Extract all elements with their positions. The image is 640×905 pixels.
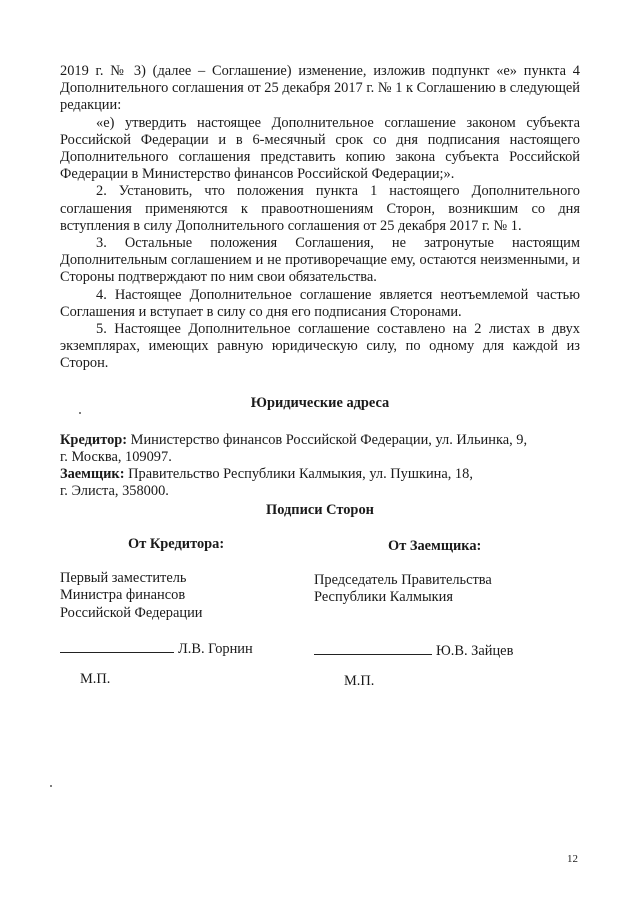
creditor-signatory-name: Л.В. Горнин — [178, 641, 253, 657]
paragraph-clause-2: 2. Установить, что положения пункта 1 настоящего Дополнительного соглашения применяются к правоотношениям Сторон, возникшим со дня вступления в силу Дополнительного соглашения от 25 декабря 2017 г. № 1. — [60, 183, 580, 234]
paragraph-clause-4: 4. Настоящее Дополнительное соглашение является неотъемлемой частью Соглашения и вступает в силу со дня его подписания Сторонами. — [60, 286, 580, 320]
creditor-address-text: Министерство финансов Российской Федерации, ул. Ильинка, 9, — [127, 432, 528, 448]
scan-speck — [79, 412, 81, 414]
borrower-address-text: Правительство Республики Калмыкия, ул. Пушкина, 18, — [124, 466, 473, 482]
borrower-signatory-name: Ю.В. Зайцев — [436, 643, 514, 659]
creditor-position-line3: Российской Федерации — [60, 604, 203, 621]
paragraph-subclause-e: «е) утвердить настоящее Дополнительное соглашение законом субъекта Российской Федерации и в 6-месячный срок со дня подписания настоящего Дополнительного соглашения представить копию закона субъекта Российской Федерации в Министерство финансов Российской Федерации;». — [60, 114, 580, 183]
creditor-position-line1: Первый заместитель — [60, 570, 187, 586]
borrower-position-line2: Республики Калмыкия — [314, 589, 453, 606]
borrower-signature-blank — [314, 653, 432, 655]
paragraph-amendment: 2019 г. № 3) (далее – Соглашение) изменение, изложив подпункт «е» пункта 4 Дополнительного соглашения от 25 декабря 2017 г. № 1 к Соглашению в следующей редакции: — [60, 63, 580, 114]
creditor-address — [60, 432, 580, 466]
borrower-signature-line — [314, 643, 513, 660]
creditor-signature-line — [60, 641, 253, 658]
borrower-stamp-place: М.П. — [344, 673, 375, 689]
creditor-address-line2: г. Москва, 109097. — [60, 449, 172, 466]
paragraph-clause-3: 3. Остальные положения Соглашения, не затронутые настоящим Дополнительным соглашением и не противоречащие ему, остаются неизменными, и Стороны подтверждают по ним свои обязательства. — [60, 235, 580, 286]
creditor-address-line1 — [60, 432, 580, 449]
scan-speck — [50, 785, 52, 787]
creditor-label: Кредитор: — [60, 432, 128, 448]
creditor-signatory-position — [60, 570, 202, 622]
creditor-position-line2: Министра финансов — [60, 587, 186, 604]
creditor-signature-blank — [60, 651, 174, 653]
paragraph-clause-5: 5. Настоящее Дополнительное соглашение составлено на 2 листах в двух экземплярах, имеющих равную юридическую силу, по одному для каждой из Сторон. — [60, 321, 580, 372]
borrower-address-line2: г. Элиста, 358000. — [60, 483, 169, 500]
creditor-stamp-place: М.П. — [80, 671, 111, 687]
page-number: 12 — [567, 853, 578, 865]
borrower-address — [60, 466, 580, 500]
borrower-side-heading: От Заемщика: — [388, 538, 482, 554]
legal-addresses-heading: Юридические адреса — [250, 395, 390, 411]
borrower-position-line1: Председатель Правительства — [314, 572, 492, 588]
borrower-address-line1 — [60, 466, 580, 483]
borrower-signatory-position — [314, 572, 492, 607]
creditor-side-heading: От Кредитора: — [128, 536, 225, 552]
agreement-body — [60, 63, 580, 373]
signatures-heading: Подписи Сторон — [266, 502, 374, 518]
borrower-label: Заемщик: — [60, 466, 125, 482]
